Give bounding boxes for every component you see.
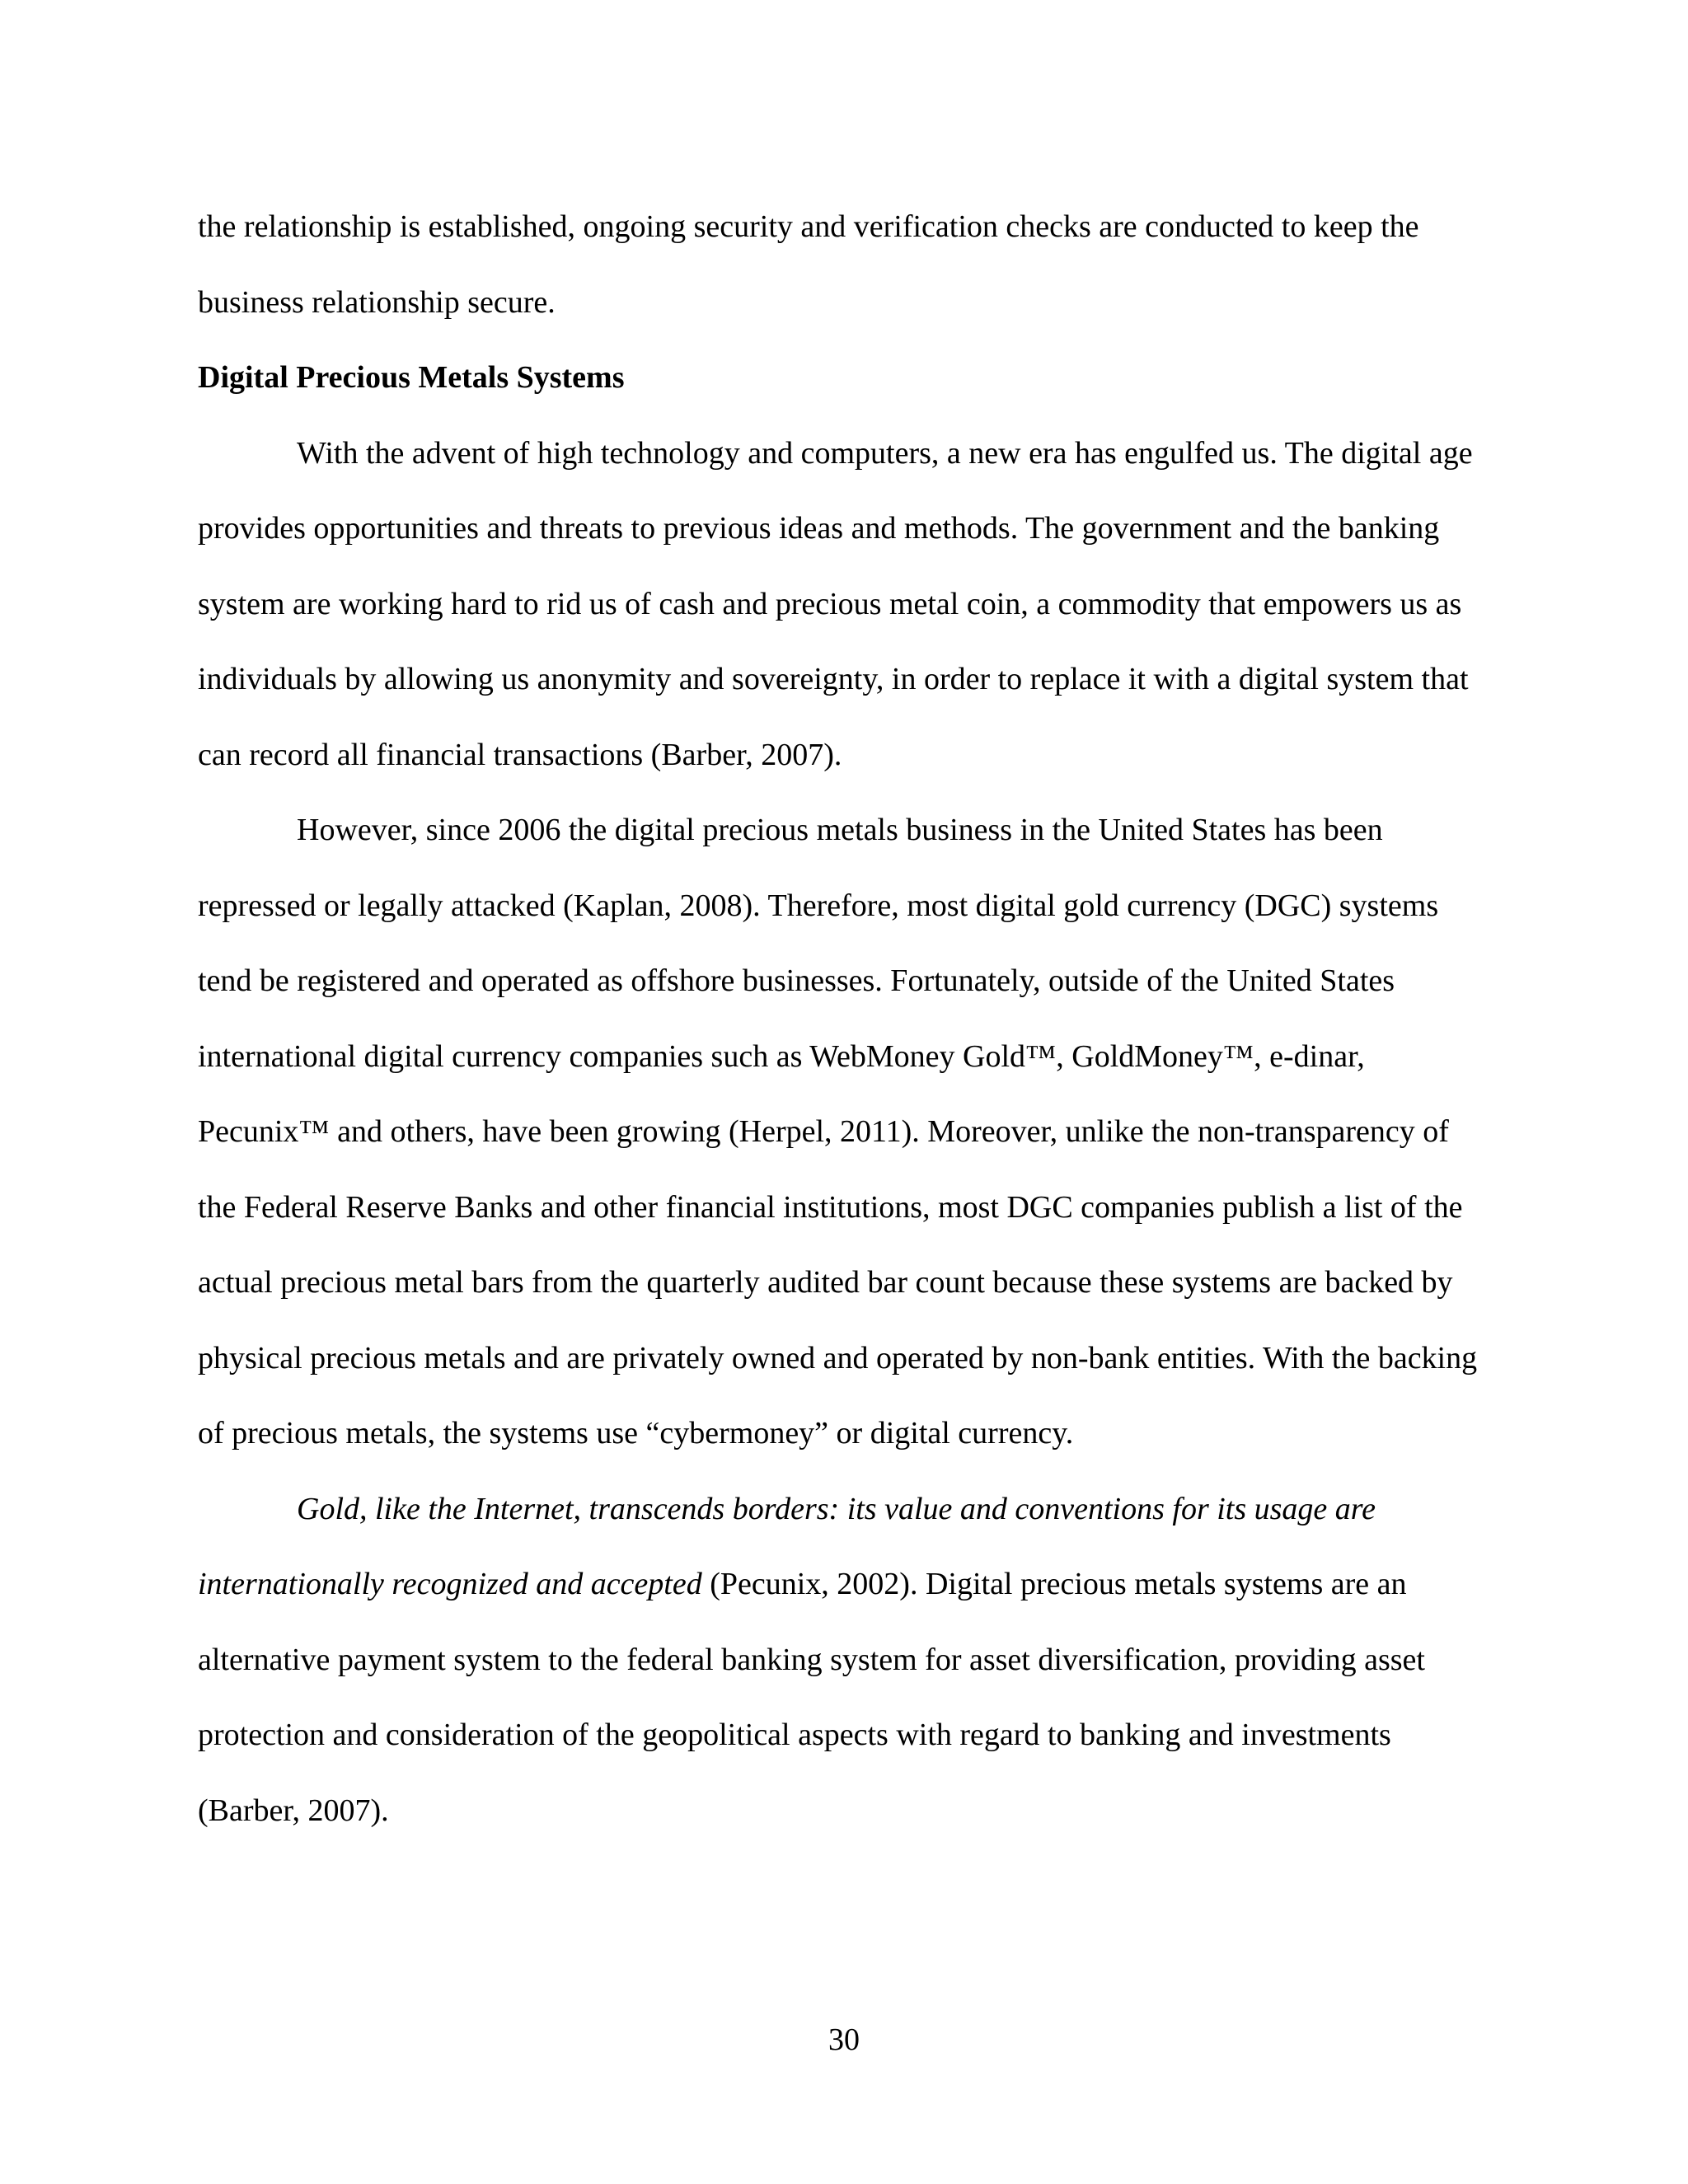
page-number: 30 xyxy=(828,2022,860,2057)
body-paragraph-3 xyxy=(198,1472,1484,1849)
paragraph-3-text: (Pecunix, 2002). Digital precious metals systems are an alternative payment system to the federal banking system for asset diversification, providing asset protection and consideration of the geopolitical aspects with regard to banking and investments (Barber, 2007). xyxy=(198,1567,1425,1828)
page-body xyxy=(198,190,1484,1849)
italic-quote: Gold, like the Internet, transcends borders: its value and conventions for its usage are internationally recognized and accepted xyxy=(198,1491,1376,1601)
body-paragraph-2: However, since 2006 the digital precious metals business in the United States has been repressed or legally attacked (Kaplan, 2008). Therefore, most digital gold currency (DGC) systems tend be registered and operated as offshore businesses. Fortunately, outside of the United States international digital currency companies such as WebMoney Gold™, GoldMoney™, e-dinar, Pecunix™ and others, have been growing (Herpel, 2011). Moreover, unlike the non-transparency of the Federal Reserve Banks and other financial institutions, most DGC companies publish a list of the actual precious metal bars from the quarterly audited bar count because these systems are backed by physical precious metals and are privately owned and operated by non-bank entities. With the backing of precious metals, the systems use “cybermoney” or digital currency. xyxy=(198,813,1478,1451)
continuation-paragraph: the relationship is established, ongoing security and verification checks are conducted to keep the business relationship secure. xyxy=(198,209,1419,320)
section-heading: Digital Precious Metals Systems xyxy=(198,360,625,395)
body-paragraph-1: With the advent of high technology and computers, a new era has engulfed us. The digital age provides opportunities and threats to previous ideas and methods. The government and the banking system are working hard to rid us of cash and precious metal coin, a commodity that empowers us as individuals by allowing us anonymity and sovereignty, in order to replace it with a digital system that can record all financial transactions (Barber, 2007). xyxy=(198,435,1473,772)
